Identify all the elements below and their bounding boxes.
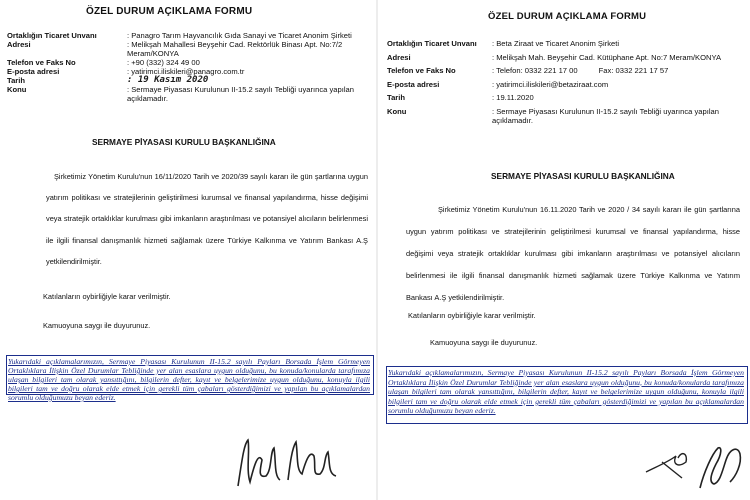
info-row-subject bbox=[387, 107, 745, 125]
info-label: Ortaklığın Ticaret Unvanı bbox=[7, 31, 97, 40]
closing-line: Kamuoyuna saygı ile duyurunuz. bbox=[430, 338, 538, 347]
info-row-phone bbox=[387, 66, 745, 75]
info-row-address bbox=[387, 53, 745, 62]
info-row-address bbox=[7, 40, 369, 58]
info-value: : Sermaye Piyasası Kurulunun II-15.2 sayılı Tebliği uyarınca yapılan açıklamadır. bbox=[492, 106, 719, 125]
info-label: Telefon ve Faks No bbox=[7, 58, 76, 67]
declaration-text: Yukarıdaki açıklamalarımızın, Sermaye Piyasası Kurulunun II-15.2 sayılı Payları Borsada İşlem Görmeyen Ortaklıklara İlişkin Özel Durumlar Tebliğinde yer alan esaslara uygun olduğunu, bu konuda/konularda tarafımıza ulaşan bilgileri tam olarak yansıttığını, bilgilerin defter, kayıt ve belgelerimize uygun olduğunu, konuyla ilgili bilgileri tam ve doğru olarak elde etmek için gerekli tüm çabaları gösterdiğimizi ve yapılan bu açıklamalardan sorumlu olduğumuzu beyan ederiz. bbox=[388, 368, 744, 416]
info-label: Tarih bbox=[7, 76, 26, 85]
info-row-email bbox=[387, 80, 745, 89]
info-value: : Melikşah Mahallesi Beyşehir Cad. Rektörlük Binası Apt. No:7/2 Meram/KONYA bbox=[127, 40, 343, 58]
info-value: : yatirimci.iliskileri@panagro.com.tr bbox=[127, 67, 245, 76]
unanimous-note: Katılanların oybirliğiyle karar verilmiştir. bbox=[43, 292, 171, 301]
info-value: : yatirimci.iliskileri@betaziraat.com bbox=[492, 79, 609, 89]
info-row-date bbox=[387, 93, 745, 102]
form-title: ÖZEL DURUM AÇIKLAMA FORMU bbox=[86, 6, 253, 17]
closing-line: Kamuoyuna saygı ile duyurunuz. bbox=[43, 321, 151, 330]
info-value: : Telefon: 0332 221 17 00 Fax: 0332 221 17 57 bbox=[492, 66, 669, 75]
info-label: Adresi bbox=[7, 40, 31, 49]
form-title: ÖZEL DURUM AÇIKLAMA FORMU bbox=[488, 11, 647, 22]
board-heading: SERMAYE PİYASASI KURULU BAŞKANLIĞINA bbox=[491, 171, 675, 181]
info-value: : Melikşah Mah. Beyşehir Cad. Kütüphane Apt. No:7 Meram/KONYA bbox=[492, 52, 722, 62]
info-row-trade-name bbox=[7, 31, 369, 40]
info-row-subject bbox=[7, 85, 369, 103]
info-label: E-posta adresi bbox=[387, 79, 440, 89]
info-value-stamped-date: : 19 Kasım 2020 bbox=[127, 75, 209, 85]
info-value: : 19.11.2020 bbox=[492, 93, 534, 102]
info-value: : Panagro Tarım Hayvancılık Gıda Sanayi ve Ticaret Anonim Şirketi bbox=[127, 31, 352, 40]
right-document-page bbox=[380, 0, 750, 500]
info-label: E-posta adresi bbox=[7, 67, 60, 76]
unanimous-note: Katılanların oybirliğiyle karar verilmiştir. bbox=[408, 311, 536, 320]
signature-mark bbox=[642, 432, 746, 494]
company-info-table bbox=[7, 31, 369, 103]
body-paragraph: Şirketimiz Yönetim Kurulu'nun 16.11.2020 Tarih ve 2020 / 34 sayılı kararı ile gün şartlarına uygun yatırım politikası ve stratejilerinin geliştirilmesi kurumsal ve finansal yapılandırma, hisse değişimi veya stratejik ortaklıklar kurulması gibi imkanların araştırılması ve potansiyel alıcıların belirlenmesi ile ilgili finansal danışmanlık hizmeti sağlamak üzere Türkiye Kalkınma ve Yatırım Bankası A.Ş yetkilendirilmiştir. bbox=[406, 205, 740, 302]
info-row-phone bbox=[7, 58, 369, 67]
info-value: : +90 (332) 324 49 00 bbox=[127, 58, 200, 67]
declaration-text: Yukarıdaki açıklamalarımızın, Sermaye Piyasası Kurulunun II-15.2 sayılı Payları Borsada İşlem Görmeyen Ortaklıklara İlişkin Özel Durumlar Tebliğinde yer alan esaslara uygun olduğunu, bu konuda/konularda tarafımıza ulaşan bilgileri tam olarak yansıttığını, bilgilerin defter, kayıt ve belgelerimize uygun olduğunu, konuyla ilgili bilgileri tam ve doğru olarak elde etmek için gerekli tüm çabaları gösterdiğimizi ve yapılan bu açıklamalardan sorumlu olduğumuzu beyan ederiz. bbox=[8, 357, 370, 402]
company-info-table bbox=[387, 39, 745, 129]
info-label: Konu bbox=[7, 85, 27, 94]
info-row-date bbox=[7, 76, 369, 85]
body-paragraph: Şirketimiz Yönetim Kurulu'nun 16/11/2020 Tarih ve 2020/39 sayılı kararı ile gün şartlarına uygun yatırım politikası ve stratejilerinin geliştirilmesi kurumsal ve finansal yapılandırma, hisse değişimi veya stratejik ortaklıklar kurulması gibi imkanların araştırılması ve potansiyel alıcıların belirlenmesi ile ilgili finansal danışmanlık hizmeti sağlamak üzere Türkiye Kalkınma ve Yatırım Bankası A.Ş yetkilendirilmiştir. bbox=[46, 172, 368, 266]
info-value: : Beta Ziraat ve Ticaret Anonim Şirketi bbox=[492, 39, 620, 48]
info-label: Konu bbox=[387, 106, 407, 116]
signature-mark bbox=[232, 430, 342, 492]
info-label: Tarih bbox=[387, 93, 406, 102]
info-row-trade-name bbox=[387, 39, 745, 48]
info-value: : Sermaye Piyasası Kurulunun II-15.2 sayılı Tebliği uyarınca yapılan açıklamadır. bbox=[127, 85, 354, 103]
board-heading: SERMAYE PİYASASI KURULU BAŞKANLIĞINA bbox=[92, 137, 276, 147]
info-label: Telefon ve Faks No bbox=[387, 66, 456, 75]
info-label: Ortaklığın Ticaret Unvanı bbox=[387, 39, 477, 48]
info-label: Adresi bbox=[387, 52, 411, 62]
page-divider bbox=[376, 0, 378, 500]
